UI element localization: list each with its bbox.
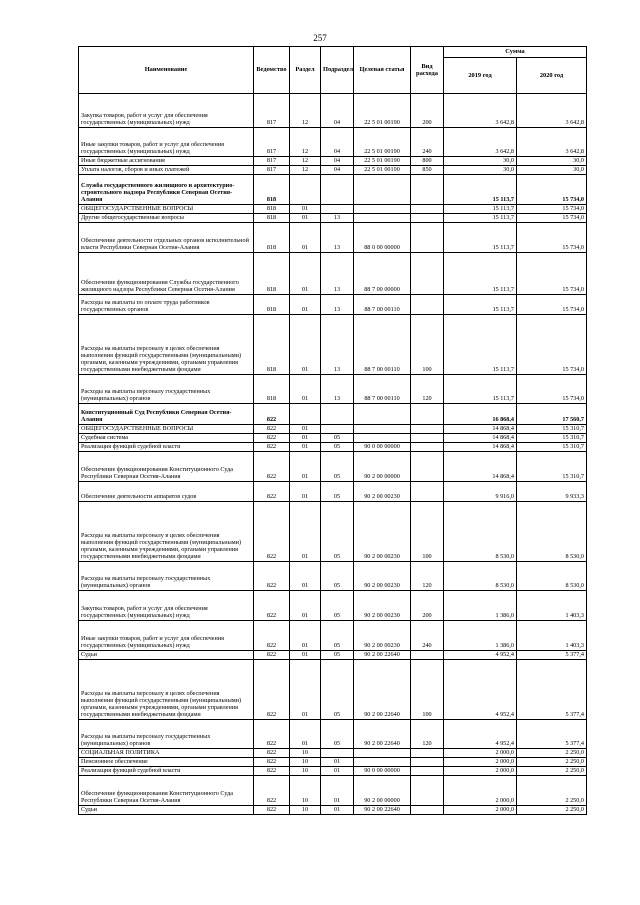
cell-ved: 822: [254, 443, 290, 452]
cell-podrazdel: 05: [321, 434, 354, 443]
table-body: [79, 94, 587, 815]
cell-2020: 15 734,0: [517, 375, 587, 404]
table-row: [79, 452, 587, 482]
cell-name: Закупка товаров, работ и услуг для обеспечения государственных (муниципальных) нужд: [79, 591, 254, 621]
cell-ved: 822: [254, 434, 290, 443]
header-name: Наименование: [79, 47, 254, 94]
cell-target-article: 22 5 01 00190: [354, 94, 411, 128]
cell-podrazdel: 13: [321, 214, 354, 223]
cell-ved: 822: [254, 452, 290, 482]
cell-2019: 4 952,4: [444, 660, 517, 720]
cell-expense-type: [411, 452, 444, 482]
cell-2020: 15 734,0: [517, 205, 587, 214]
cell-podrazdel: [321, 175, 354, 205]
cell-ved: 818: [254, 175, 290, 205]
cell-name: Реализация функций судебной власти: [79, 767, 254, 776]
cell-podrazdel: 05: [321, 720, 354, 749]
cell-razdel: 10: [290, 758, 321, 767]
cell-ved: 822: [254, 621, 290, 651]
cell-podrazdel: 05: [321, 443, 354, 452]
cell-2019: 2 000,0: [444, 776, 517, 806]
cell-podrazdel: 13: [321, 295, 354, 315]
cell-expense-type: [411, 214, 444, 223]
table-row: [79, 482, 587, 502]
cell-expense-type: 100: [411, 660, 444, 720]
header-sum: Сумма: [444, 47, 587, 58]
cell-expense-type: 850: [411, 166, 444, 175]
cell-razdel: 12: [290, 94, 321, 128]
cell-expense-type: [411, 175, 444, 205]
table-row: [79, 434, 587, 443]
cell-2020: 8 530,0: [517, 502, 587, 562]
cell-podrazdel: 01: [321, 758, 354, 767]
cell-name: Иные бюджетные ассигнования: [79, 157, 254, 166]
cell-2019: 15 113,7: [444, 253, 517, 295]
cell-2020: 15 310,7: [517, 452, 587, 482]
cell-expense-type: [411, 425, 444, 434]
table-row: [79, 128, 587, 157]
table-row: [79, 806, 587, 815]
cell-name: Расходы на выплаты персоналу государственных (муниципальных) органов: [79, 375, 254, 404]
cell-target-article: 90 2 00 00000: [354, 452, 411, 482]
cell-target-article: [354, 425, 411, 434]
cell-expense-type: [411, 295, 444, 315]
cell-2020: 5 377,4: [517, 660, 587, 720]
cell-2020: 2 250,0: [517, 767, 587, 776]
cell-2019: 3 642,8: [444, 128, 517, 157]
cell-podrazdel: [321, 749, 354, 758]
cell-2020: 15 734,0: [517, 214, 587, 223]
cell-name: Расходы на выплаты персоналу в целях обеспечения выполнения функций государственными (муниципальными) органами, казенными учреждениями, органами управления государственными внебюджетными фондами: [79, 502, 254, 562]
table-row: [79, 214, 587, 223]
header-target-article: Целевая статья: [354, 47, 411, 94]
cell-target-article: 90 2 00 22640: [354, 720, 411, 749]
table-row: [79, 404, 587, 425]
cell-name: ОБЩЕГОСУДАРСТВЕННЫЕ ВОПРОСЫ: [79, 425, 254, 434]
cell-expense-type: 120: [411, 375, 444, 404]
cell-name: ОБЩЕГОСУДАРСТВЕННЫЕ ВОПРОСЫ: [79, 205, 254, 214]
cell-name: Обеспечение функционирования Конституционного Суда Республики Северная Осетия-Алания: [79, 776, 254, 806]
cell-2020: 17 560,7: [517, 404, 587, 425]
cell-2020: 8 530,0: [517, 562, 587, 591]
cell-razdel: 10: [290, 749, 321, 758]
cell-expense-type: 100: [411, 502, 444, 562]
cell-2019: 30,0: [444, 166, 517, 175]
cell-2020: 3 642,8: [517, 128, 587, 157]
cell-target-article: 90 2 00 22640: [354, 806, 411, 815]
table-row: [79, 375, 587, 404]
header-year-2019: 2019 год: [444, 58, 517, 94]
cell-2020: 3 642,8: [517, 94, 587, 128]
cell-2019: 30,0: [444, 157, 517, 166]
page-number: 257: [313, 33, 327, 43]
cell-podrazdel: 13: [321, 253, 354, 295]
cell-ved: 822: [254, 651, 290, 660]
cell-razdel: 01: [290, 375, 321, 404]
cell-2019: 14 868,4: [444, 452, 517, 482]
cell-2020: 9 933,3: [517, 482, 587, 502]
cell-2019: 15 113,7: [444, 223, 517, 253]
cell-razdel: 01: [290, 651, 321, 660]
cell-razdel: 12: [290, 128, 321, 157]
cell-2020: 15 310,7: [517, 443, 587, 452]
table-row: [79, 443, 587, 452]
cell-2020: 2 250,0: [517, 749, 587, 758]
cell-name: Расходы на выплаты персоналу в целях обеспечения выполнения функций государственными (муниципальными) органами, казенными учреждениями, органами управления государственными внебюджетными фондами: [79, 660, 254, 720]
cell-expense-type: [411, 767, 444, 776]
cell-expense-type: 200: [411, 94, 444, 128]
cell-ved: 817: [254, 166, 290, 175]
cell-podrazdel: 04: [321, 157, 354, 166]
cell-2020: 2 250,0: [517, 758, 587, 767]
cell-ved: 817: [254, 157, 290, 166]
cell-name: СОЦИАЛЬНАЯ ПОЛИТИКА: [79, 749, 254, 758]
cell-2020: 15 734,0: [517, 223, 587, 253]
cell-target-article: 88 7 00 00000: [354, 253, 411, 295]
cell-2020: 15 734,0: [517, 315, 587, 375]
cell-ved: 822: [254, 767, 290, 776]
cell-name: Обеспечение функционирования Конституционного Суда Республики Северная Осетия-Алания: [79, 452, 254, 482]
cell-2019: 16 868,4: [444, 404, 517, 425]
cell-razdel: 12: [290, 166, 321, 175]
cell-razdel: 10: [290, 806, 321, 815]
cell-2020: 5 377,4: [517, 720, 587, 749]
cell-target-article: 90 0 00 00000: [354, 443, 411, 452]
cell-2020: 15 734,0: [517, 253, 587, 295]
cell-2020: 15 734,0: [517, 295, 587, 315]
cell-2019: 15 113,7: [444, 175, 517, 205]
cell-ved: 817: [254, 94, 290, 128]
cell-name: Служба государственного жилищного и архитектурно-строительного надзора Республики Северная Осетия-Алания: [79, 175, 254, 205]
cell-2019: 8 530,0: [444, 562, 517, 591]
cell-2020: 2 250,0: [517, 806, 587, 815]
cell-2019: 1 386,0: [444, 591, 517, 621]
header-podrazdel: Подраздел: [321, 47, 354, 94]
cell-podrazdel: 05: [321, 660, 354, 720]
cell-target-article: [354, 214, 411, 223]
header-razdel: Раздел: [290, 47, 321, 94]
cell-name: Расходы на выплаты по оплате труда работников государственных органов: [79, 295, 254, 315]
cell-razdel: 01: [290, 443, 321, 452]
cell-podrazdel: 04: [321, 94, 354, 128]
cell-2019: 2 000,0: [444, 767, 517, 776]
table-row: [79, 776, 587, 806]
table-row: [79, 94, 587, 128]
cell-razdel: 01: [290, 591, 321, 621]
cell-expense-type: [411, 443, 444, 452]
cell-target-article: 90 2 00 22640: [354, 660, 411, 720]
cell-expense-type: [411, 205, 444, 214]
cell-podrazdel: 01: [321, 806, 354, 815]
cell-2020: 15 734,0: [517, 175, 587, 205]
cell-target-article: 90 2 00 22640: [354, 651, 411, 660]
cell-podrazdel: 13: [321, 375, 354, 404]
cell-razdel: 01: [290, 223, 321, 253]
cell-2019: 2 000,0: [444, 758, 517, 767]
cell-expense-type: 120: [411, 562, 444, 591]
cell-podrazdel: 13: [321, 315, 354, 375]
cell-2020: 5 377,4: [517, 651, 587, 660]
cell-ved: 818: [254, 375, 290, 404]
cell-2019: 15 113,7: [444, 375, 517, 404]
cell-expense-type: 800: [411, 157, 444, 166]
cell-2019: 14 868,4: [444, 425, 517, 434]
cell-ved: 822: [254, 425, 290, 434]
cell-podrazdel: [321, 205, 354, 214]
cell-target-article: 90 2 00 00230: [354, 482, 411, 502]
cell-name: Обеспечение функционирования Службы государственного жилищного надзора Республики Северная Осетия-Алания: [79, 253, 254, 295]
cell-razdel: 01: [290, 214, 321, 223]
cell-ved: 822: [254, 591, 290, 621]
cell-target-article: [354, 404, 411, 425]
cell-ved: 818: [254, 315, 290, 375]
header-expense-type: Вид расхода: [411, 47, 444, 94]
cell-expense-type: 200: [411, 591, 444, 621]
cell-razdel: 01: [290, 253, 321, 295]
cell-razdel: 01: [290, 562, 321, 591]
cell-ved: 818: [254, 205, 290, 214]
cell-name: Судьи: [79, 806, 254, 815]
table-row: [79, 315, 587, 375]
cell-name: Уплата налогов, сборов и иных платежей: [79, 166, 254, 175]
cell-expense-type: [411, 434, 444, 443]
cell-name: Судебная система: [79, 434, 254, 443]
cell-ved: 822: [254, 482, 290, 502]
cell-razdel: 01: [290, 205, 321, 214]
cell-expense-type: [411, 806, 444, 815]
cell-razdel: 10: [290, 776, 321, 806]
cell-podrazdel: 01: [321, 767, 354, 776]
table-row: [79, 425, 587, 434]
cell-expense-type: [411, 253, 444, 295]
cell-target-article: [354, 434, 411, 443]
cell-2019: 3 642,8: [444, 94, 517, 128]
cell-name: Иные закупки товаров, работ и услуг для обеспечения государственных (муниципальных) нужд: [79, 128, 254, 157]
cell-razdel: 01: [290, 295, 321, 315]
cell-expense-type: [411, 223, 444, 253]
cell-target-article: 90 0 00 00000: [354, 767, 411, 776]
cell-name: Конституционный Суд Республики Северная Осетия-Алания: [79, 404, 254, 425]
cell-name: Расходы на выплаты персоналу государственных (муниципальных) органов: [79, 562, 254, 591]
cell-name: Закупка товаров, работ и услуг для обеспечения государственных (муниципальных) нужд: [79, 94, 254, 128]
cell-name: Расходы на выплаты персоналу государственных (муниципальных) органов: [79, 720, 254, 749]
cell-target-article: 90 2 00 00230: [354, 591, 411, 621]
cell-2019: 14 868,4: [444, 434, 517, 443]
cell-expense-type: 240: [411, 621, 444, 651]
cell-razdel: [290, 404, 321, 425]
table-row: [79, 749, 587, 758]
cell-expense-type: [411, 758, 444, 767]
cell-2019: 15 113,7: [444, 295, 517, 315]
cell-target-article: [354, 175, 411, 205]
cell-target-article: [354, 749, 411, 758]
table-row: [79, 621, 587, 651]
cell-expense-type: [411, 776, 444, 806]
cell-expense-type: 100: [411, 315, 444, 375]
cell-podrazdel: 05: [321, 562, 354, 591]
cell-podrazdel: 05: [321, 452, 354, 482]
cell-razdel: 01: [290, 434, 321, 443]
cell-2019: 15 113,7: [444, 214, 517, 223]
cell-target-article: 90 2 00 00230: [354, 562, 411, 591]
table-row: [79, 175, 587, 205]
cell-ved: 818: [254, 295, 290, 315]
cell-expense-type: 240: [411, 128, 444, 157]
cell-expense-type: [411, 404, 444, 425]
table-row: [79, 166, 587, 175]
cell-2019: 4 952,4: [444, 720, 517, 749]
cell-ved: 822: [254, 806, 290, 815]
cell-razdel: 01: [290, 502, 321, 562]
cell-name: Обеспечение деятельности отдельных органов исполнительной власти Республики Северная Осетия-Алания: [79, 223, 254, 253]
cell-target-article: 90 2 00 00230: [354, 621, 411, 651]
cell-podrazdel: 05: [321, 482, 354, 502]
cell-name: Пенсионное обеспечение: [79, 758, 254, 767]
cell-razdel: 01: [290, 452, 321, 482]
cell-ved: 822: [254, 720, 290, 749]
cell-name: Другие общегосударственные вопросы: [79, 214, 254, 223]
table-row: [79, 295, 587, 315]
cell-target-article: [354, 205, 411, 214]
cell-podrazdel: 05: [321, 591, 354, 621]
cell-podrazdel: 04: [321, 166, 354, 175]
cell-2019: 8 530,0: [444, 502, 517, 562]
cell-ved: 822: [254, 660, 290, 720]
cell-2019: 2 000,0: [444, 806, 517, 815]
cell-expense-type: [411, 482, 444, 502]
table-row: [79, 591, 587, 621]
cell-2020: 15 310,7: [517, 434, 587, 443]
cell-name: Расходы на выплаты персоналу в целях обеспечения выполнения функций государственными (муниципальными) органами, казенными учреждениями, органами управления государственными внебюджетными фондами: [79, 315, 254, 375]
header-ved: Ведомство: [254, 47, 290, 94]
cell-razdel: 01: [290, 425, 321, 434]
cell-razdel: 01: [290, 720, 321, 749]
cell-razdel: 01: [290, 660, 321, 720]
cell-expense-type: [411, 651, 444, 660]
cell-target-article: 88 7 00 00110: [354, 315, 411, 375]
cell-name: Судьи: [79, 651, 254, 660]
cell-podrazdel: 05: [321, 651, 354, 660]
cell-ved: 818: [254, 253, 290, 295]
table-row: [79, 157, 587, 166]
cell-2019: 1 386,0: [444, 621, 517, 651]
cell-2019: 15 113,7: [444, 315, 517, 375]
cell-2019: 2 000,0: [444, 749, 517, 758]
cell-target-article: 22 5 01 00190: [354, 166, 411, 175]
cell-podrazdel: 01: [321, 776, 354, 806]
cell-razdel: [290, 175, 321, 205]
cell-ved: 822: [254, 776, 290, 806]
cell-ved: 818: [254, 214, 290, 223]
cell-razdel: 12: [290, 157, 321, 166]
cell-podrazdel: 05: [321, 621, 354, 651]
cell-podrazdel: [321, 404, 354, 425]
cell-ved: 822: [254, 562, 290, 591]
cell-podrazdel: 05: [321, 502, 354, 562]
cell-target-article: 90 2 00 00230: [354, 502, 411, 562]
table-row: [79, 205, 587, 214]
budget-table: [78, 46, 587, 815]
cell-name: Иные закупки товаров, работ и услуг для обеспечения государственных (муниципальных) нужд: [79, 621, 254, 651]
cell-target-article: 22 5 01 00190: [354, 157, 411, 166]
cell-2020: 30,0: [517, 166, 587, 175]
cell-2020: 2 250,0: [517, 776, 587, 806]
cell-razdel: 01: [290, 482, 321, 502]
table-row: [79, 651, 587, 660]
cell-target-article: [354, 758, 411, 767]
cell-expense-type: [411, 749, 444, 758]
cell-target-article: 88 7 00 00110: [354, 375, 411, 404]
cell-ved: 822: [254, 749, 290, 758]
cell-ved: 818: [254, 223, 290, 253]
table-row: [79, 758, 587, 767]
cell-2020: 1 403,3: [517, 621, 587, 651]
cell-podrazdel: [321, 425, 354, 434]
cell-ved: 822: [254, 404, 290, 425]
cell-ved: 822: [254, 502, 290, 562]
cell-ved: 817: [254, 128, 290, 157]
cell-2020: 30,0: [517, 157, 587, 166]
cell-razdel: 10: [290, 767, 321, 776]
cell-podrazdel: 04: [321, 128, 354, 157]
cell-ved: 822: [254, 758, 290, 767]
cell-name: Обеспечение деятельности аппаратов судов: [79, 482, 254, 502]
cell-podrazdel: 13: [321, 223, 354, 253]
cell-2019: 15 113,7: [444, 205, 517, 214]
header-year-2020: 2020 год: [517, 58, 587, 94]
table-row: [79, 502, 587, 562]
cell-razdel: 01: [290, 315, 321, 375]
cell-expense-type: 120: [411, 720, 444, 749]
cell-2020: 1 403,3: [517, 591, 587, 621]
cell-2019: 14 868,4: [444, 443, 517, 452]
cell-name: Реализация функций судебной власти: [79, 443, 254, 452]
cell-2019: 9 916,0: [444, 482, 517, 502]
cell-2020: 15 310,7: [517, 425, 587, 434]
cell-2019: 4 952,4: [444, 651, 517, 660]
cell-target-article: 88 7 00 00110: [354, 295, 411, 315]
table-row: [79, 767, 587, 776]
cell-target-article: 22 5 01 00190: [354, 128, 411, 157]
table-row: [79, 660, 587, 720]
table-row: [79, 720, 587, 749]
cell-target-article: 90 2 00 00000: [354, 776, 411, 806]
table-row: [79, 223, 587, 253]
cell-razdel: 01: [290, 621, 321, 651]
table-row: [79, 562, 587, 591]
cell-target-article: 88 0 00 00000: [354, 223, 411, 253]
table-row: [79, 253, 587, 295]
